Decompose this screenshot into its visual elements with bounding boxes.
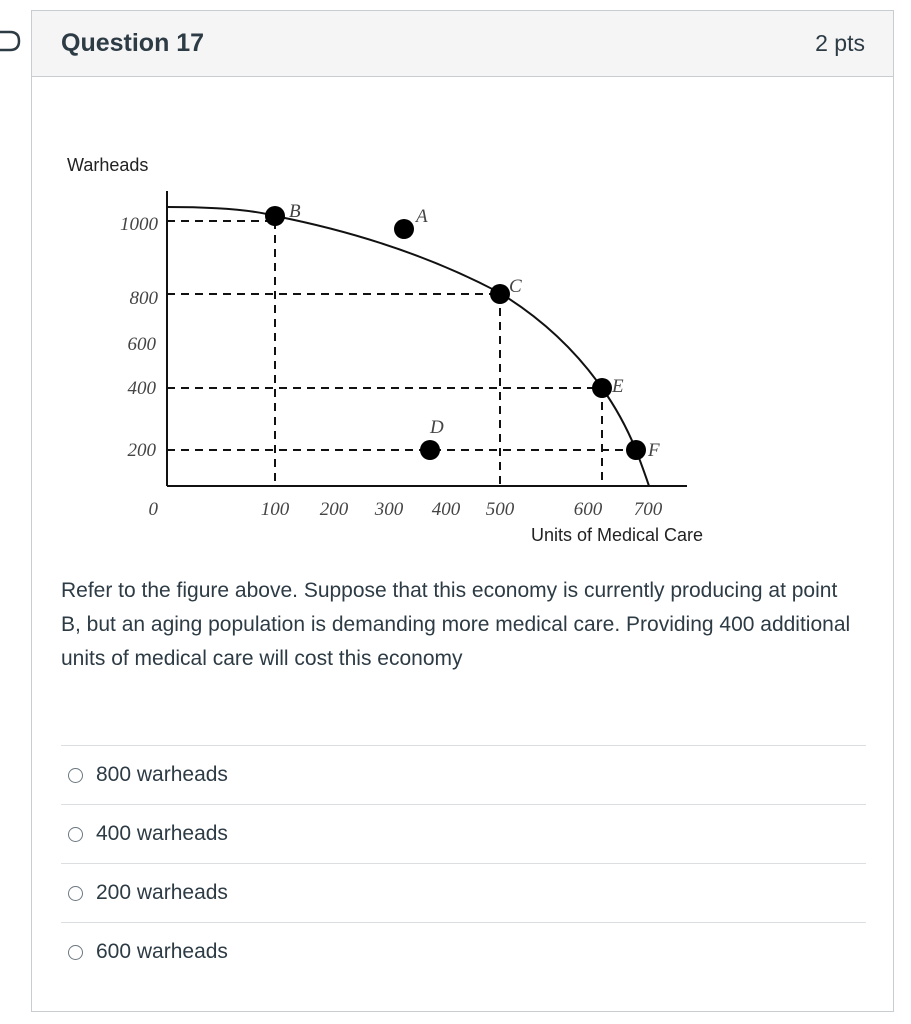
y-tick-label: 600 [127, 334, 156, 355]
question-card [31, 10, 894, 1012]
point-d [420, 440, 440, 460]
y-tick-label: 200 [127, 440, 156, 461]
answer-label[interactable]: 400 warheads [96, 822, 228, 845]
answer-option[interactable] [61, 804, 866, 863]
x-tick-label: 200 [319, 499, 349, 520]
x-tick-label: 700 [633, 499, 663, 520]
x-tick-label: 400 [431, 499, 461, 520]
answer-label[interactable]: 200 warheads [96, 881, 228, 904]
x-tick-label: 100 [260, 499, 290, 520]
y-tick-label: 1000 [120, 214, 158, 235]
point-f [626, 440, 646, 460]
answer-option[interactable] [61, 745, 866, 804]
question-points: 2 pts [815, 30, 865, 56]
radio-button[interactable] [68, 886, 83, 901]
origin-label: 0 [148, 499, 158, 520]
answer-option[interactable] [61, 922, 866, 981]
answer-option[interactable] [61, 863, 866, 922]
answer-list [61, 745, 866, 981]
answer-label[interactable]: 600 warheads [96, 940, 228, 963]
chart-grid-lines [167, 221, 636, 486]
point-label-d: D [430, 417, 444, 438]
chart-points [265, 206, 646, 460]
previous-arrow-icon[interactable] [0, 28, 22, 54]
question-text: Refer to the figure above. Suppose that this economy is currently producing at point B, but an aging population is demanding more medical care. Providing 400 additional units of medical care will cost this economy [61, 579, 851, 670]
y-tick-label: 800 [129, 288, 158, 309]
x-tick-label: 600 [573, 499, 603, 520]
y-tick-label: 400 [127, 378, 156, 399]
point-label-c: C [509, 276, 522, 297]
y-axis-label: Warheads [67, 155, 149, 175]
x-axis-label: Units of Medical Care [531, 525, 704, 545]
point-c [490, 284, 510, 304]
x-tick-label: 300 [374, 499, 404, 520]
point-label-f: F [648, 440, 660, 461]
point-e [592, 378, 612, 398]
point-label-b: B [289, 201, 301, 222]
point-label-a: A [416, 206, 428, 227]
question-title: Question 17 [61, 29, 205, 57]
point-a [394, 219, 414, 239]
answer-label[interactable]: 800 warheads [96, 763, 228, 786]
point-label-e: E [612, 376, 624, 397]
radio-button[interactable] [68, 768, 83, 783]
point-b [265, 206, 285, 226]
ppf-chart [62, 141, 752, 551]
x-tick-label: 500 [485, 499, 515, 520]
ppf-curve [167, 207, 649, 486]
radio-button[interactable] [68, 945, 83, 960]
question-header [32, 11, 893, 77]
radio-button[interactable] [68, 827, 83, 842]
